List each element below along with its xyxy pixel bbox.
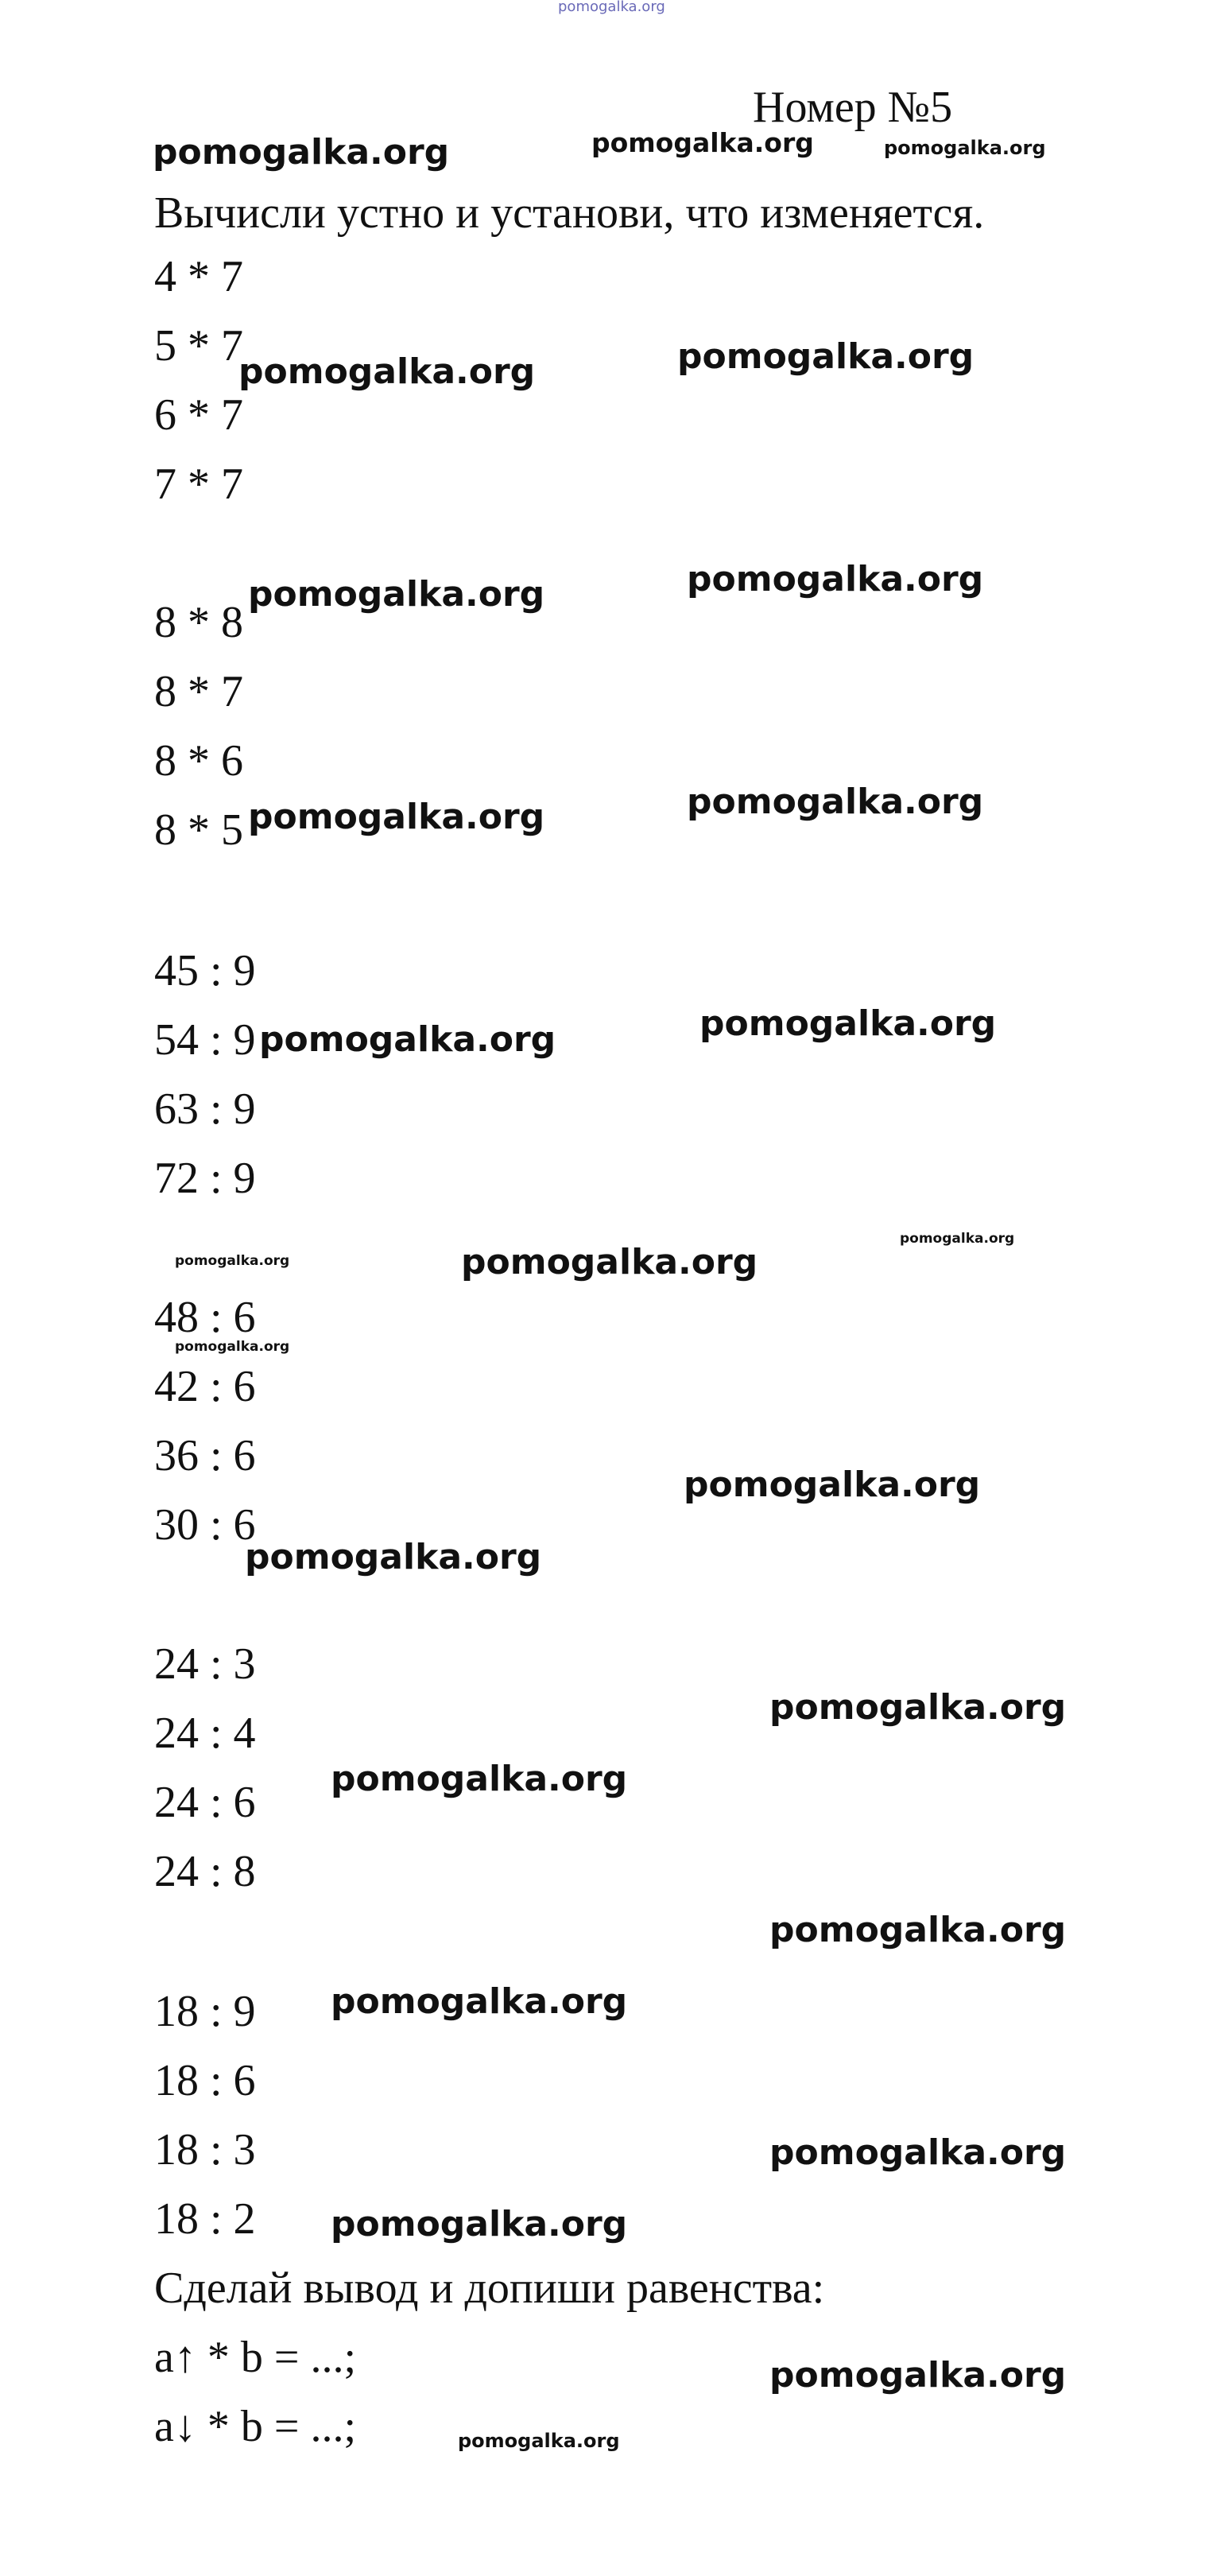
page-title: Номер №5 bbox=[753, 83, 953, 132]
expression: 72 : 9 bbox=[154, 1154, 256, 1203]
task-instruction: Вычисли устно и установи, что изменяется. bbox=[154, 188, 985, 238]
watermark: pomogalka.org bbox=[677, 336, 975, 377]
watermark: pomogalka.org bbox=[175, 1339, 290, 1355]
watermark: pomogalka.org bbox=[331, 1981, 628, 2022]
expression: 8 * 6 bbox=[154, 736, 243, 786]
watermark: pomogalka.org bbox=[248, 574, 545, 615]
expression: 24 : 6 bbox=[154, 1778, 256, 1827]
expression: 7 * 7 bbox=[154, 460, 243, 509]
watermark: pomogalka.org bbox=[458, 2430, 620, 2452]
expression: 24 : 4 bbox=[154, 1709, 256, 1758]
expression: 4 * 7 bbox=[154, 252, 243, 301]
equation: a↑ * b = ...; bbox=[154, 2333, 356, 2382]
expression: 8 * 5 bbox=[154, 805, 243, 855]
expression: 18 : 6 bbox=[154, 2056, 256, 2105]
expression: 18 : 3 bbox=[154, 2125, 256, 2174]
expression: 30 : 6 bbox=[154, 1500, 256, 1550]
expression: 45 : 9 bbox=[154, 946, 256, 995]
watermark: pomogalka.org bbox=[769, 2132, 1067, 2173]
expression: 5 * 7 bbox=[154, 321, 243, 370]
watermark: pomogalka.org bbox=[684, 1465, 981, 1505]
watermark: pomogalka.org bbox=[245, 1537, 542, 1577]
expression: 24 : 3 bbox=[154, 1639, 256, 1689]
expression: 24 : 8 bbox=[154, 1847, 256, 1896]
watermark: pomogalka.org bbox=[259, 1019, 556, 1060]
header-watermark: pomogalka.org bbox=[558, 0, 665, 15]
equation: a↓ * b = ...; bbox=[154, 2402, 356, 2451]
watermark: pomogalka.org bbox=[769, 2355, 1067, 2396]
expression: 42 : 6 bbox=[154, 1362, 256, 1411]
expression: 48 : 6 bbox=[154, 1293, 256, 1342]
watermark: pomogalka.org bbox=[248, 797, 545, 837]
expression: 8 * 7 bbox=[154, 667, 243, 716]
watermark: pomogalka.org bbox=[153, 132, 450, 173]
watermark: pomogalka.org bbox=[687, 559, 984, 599]
expression: 36 : 6 bbox=[154, 1431, 256, 1480]
watermark: pomogalka.org bbox=[238, 351, 536, 392]
watermark: pomogalka.org bbox=[769, 1687, 1067, 1728]
watermark: pomogalka.org bbox=[884, 137, 1046, 159]
expression: 18 : 9 bbox=[154, 1987, 256, 2036]
expression: 18 : 2 bbox=[154, 2194, 256, 2244]
expression: 63 : 9 bbox=[154, 1084, 256, 1134]
watermark: pomogalka.org bbox=[461, 1242, 758, 1282]
watermark: pomogalka.org bbox=[769, 1910, 1067, 1950]
expression: 54 : 9 bbox=[154, 1015, 256, 1065]
watermark: pomogalka.org bbox=[699, 1003, 997, 1044]
watermark: pomogalka.org bbox=[331, 2204, 628, 2244]
watermark: pomogalka.org bbox=[591, 127, 814, 158]
expression: 6 * 7 bbox=[154, 390, 243, 440]
watermark: pomogalka.org bbox=[175, 1253, 290, 1269]
conclusion-instruction: Сделай вывод и допиши равенства: bbox=[154, 2264, 825, 2313]
watermark: pomogalka.org bbox=[331, 1759, 628, 1799]
watermark: pomogalka.org bbox=[687, 782, 984, 822]
watermark: pomogalka.org bbox=[900, 1231, 1015, 1247]
expression: 8 * 8 bbox=[154, 598, 243, 647]
